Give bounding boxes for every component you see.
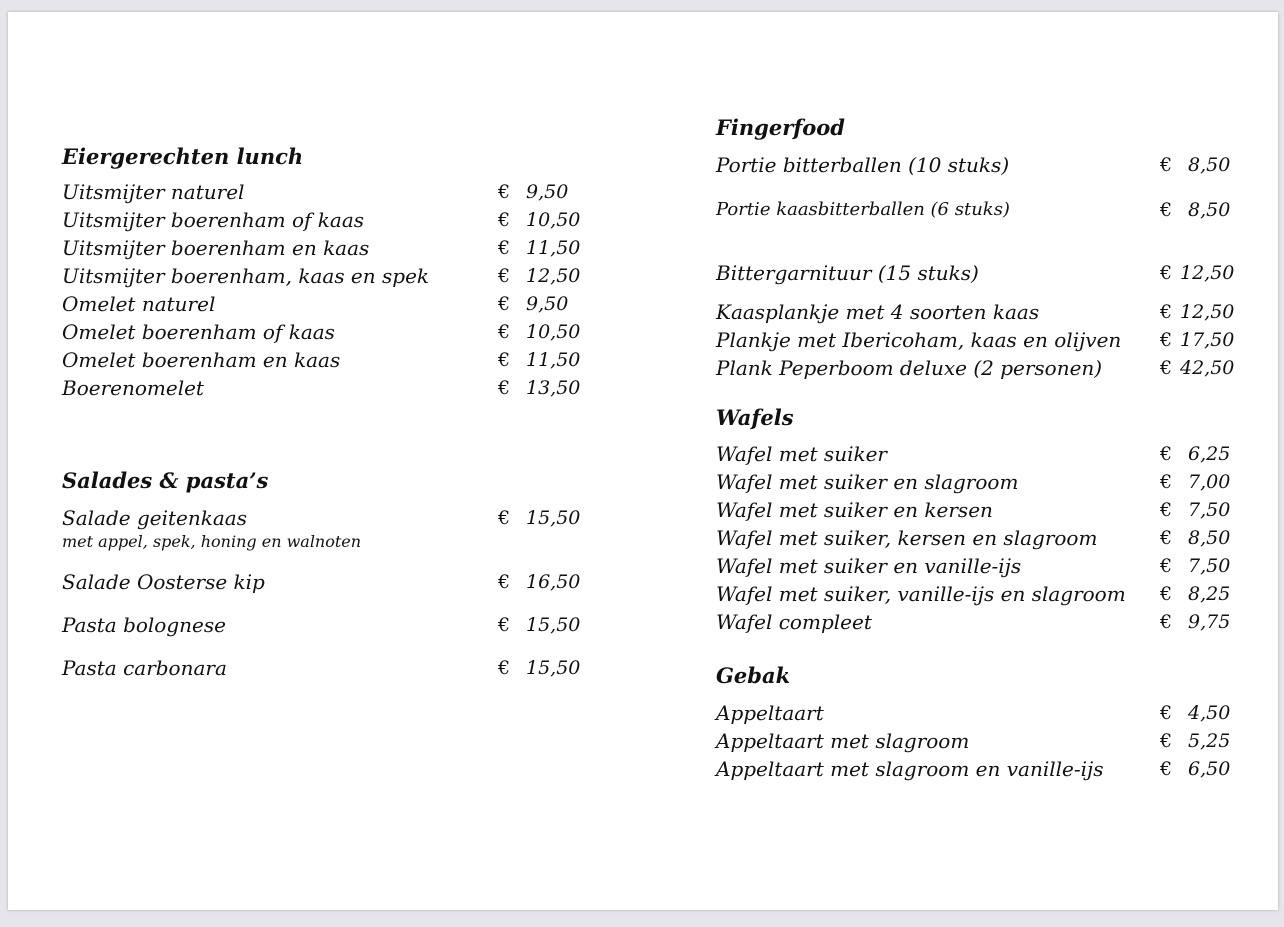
menu-item bbox=[62, 611, 582, 639]
menu-item-name: Bittergarnituur (15 stuks) bbox=[716, 261, 979, 285]
menu-item-name: Omelet naturel bbox=[62, 292, 216, 316]
section-title-eiergerechten: Eiergerechten lunch bbox=[62, 144, 304, 169]
euro-sign: € bbox=[1160, 329, 1173, 351]
menu-item-price: 9,50 bbox=[526, 293, 569, 315]
menu-item bbox=[716, 151, 1236, 179]
menu-item bbox=[716, 608, 1236, 636]
menu-item bbox=[716, 524, 1236, 552]
euro-sign: € bbox=[1160, 499, 1173, 521]
menu-item bbox=[716, 259, 1236, 287]
menu-item bbox=[716, 580, 1236, 608]
menu-item-name: Plankje met Ibericoham, kaas en olijven bbox=[716, 328, 1122, 352]
euro-sign: € bbox=[498, 181, 511, 203]
menu-item-name: Salade geitenkaas bbox=[62, 506, 247, 530]
menu-item bbox=[716, 468, 1236, 496]
euro-sign: € bbox=[498, 507, 511, 529]
euro-sign: € bbox=[498, 377, 511, 399]
menu-left-column bbox=[62, 138, 582, 682]
menu-item bbox=[62, 290, 582, 318]
menu-item-price: 10,50 bbox=[526, 209, 581, 231]
menu-item bbox=[716, 552, 1236, 580]
menu-item bbox=[62, 374, 582, 402]
menu-item-name: Pasta bolognese bbox=[62, 613, 226, 637]
menu-item bbox=[716, 196, 1236, 224]
euro-sign: € bbox=[498, 293, 511, 315]
menu-item-name: Wafel met suiker en slagroom bbox=[716, 470, 1019, 494]
menu-item-name: Portie bitterballen (10 stuks) bbox=[716, 153, 1010, 177]
euro-sign: € bbox=[1160, 301, 1173, 323]
section-eiergerechten bbox=[62, 178, 582, 402]
euro-sign: € bbox=[1160, 443, 1173, 465]
menu-item-name: Appeltaart bbox=[716, 701, 824, 725]
menu-item-price: 12,50 bbox=[526, 265, 581, 287]
menu-item-price: 6,25 bbox=[1188, 443, 1231, 465]
menu-item-price: 15,50 bbox=[526, 657, 581, 679]
menu-item-name: Appeltaart met slagroom en vanille-ijs bbox=[716, 757, 1104, 781]
menu-page bbox=[8, 12, 1278, 910]
menu-item bbox=[716, 440, 1236, 468]
menu-item-price: 7,00 bbox=[1188, 471, 1231, 493]
menu-item-name: Wafel met suiker en vanille-ijs bbox=[716, 554, 1022, 578]
menu-item bbox=[62, 346, 582, 374]
menu-item-name: Portie kaasbitterballen (6 stuks) bbox=[716, 199, 1010, 220]
menu-item bbox=[716, 755, 1236, 783]
euro-sign: € bbox=[498, 321, 511, 343]
euro-sign: € bbox=[498, 209, 511, 231]
menu-item-name: Uitsmijter boerenham en kaas bbox=[62, 236, 370, 260]
menu-item-price: 7,50 bbox=[1188, 555, 1231, 577]
menu-item bbox=[62, 206, 582, 234]
menu-item-price: 16,50 bbox=[526, 571, 581, 593]
menu-item-price: 12,50 bbox=[1180, 301, 1235, 323]
menu-item-name: Wafel compleet bbox=[716, 610, 872, 634]
euro-sign: € bbox=[1160, 555, 1173, 577]
menu-item-price: 15,50 bbox=[526, 507, 581, 529]
euro-sign: € bbox=[1160, 730, 1173, 752]
menu-item-name: Uitsmijter boerenham, kaas en spek bbox=[62, 264, 430, 288]
menu-item-price: 9,75 bbox=[1188, 611, 1231, 633]
menu-item bbox=[716, 727, 1236, 755]
euro-sign: € bbox=[498, 265, 511, 287]
menu-item-price: 8,50 bbox=[1188, 154, 1231, 176]
menu-item bbox=[62, 234, 582, 262]
section-salades bbox=[62, 504, 582, 682]
menu-item-price: 7,50 bbox=[1188, 499, 1231, 521]
euro-sign: € bbox=[1160, 583, 1173, 605]
euro-sign: € bbox=[1160, 357, 1173, 379]
menu-item-price: 8,50 bbox=[1188, 527, 1231, 549]
menu-item-price: 4,50 bbox=[1188, 702, 1231, 724]
menu-item-name: Salade Oosterse kip bbox=[62, 570, 265, 594]
euro-sign: € bbox=[498, 657, 511, 679]
menu-item-note: met appel, spek, honing en walnoten bbox=[62, 532, 362, 551]
section-title-salades: Salades & pasta’s bbox=[62, 468, 269, 493]
menu-item-price: 17,50 bbox=[1180, 329, 1235, 351]
euro-sign: € bbox=[1160, 262, 1173, 284]
menu-item-name: Omelet boerenham en kaas bbox=[62, 348, 341, 372]
menu-item-price: 11,50 bbox=[526, 349, 581, 371]
menu-item-price: 11,50 bbox=[526, 237, 581, 259]
euro-sign: € bbox=[498, 571, 511, 593]
euro-sign: € bbox=[1160, 611, 1173, 633]
menu-item bbox=[62, 318, 582, 346]
menu-item-name: Uitsmijter boerenham of kaas bbox=[62, 208, 365, 232]
menu-item bbox=[716, 326, 1236, 354]
menu-item-name: Wafel met suiker, vanille-ijs en slagroom bbox=[716, 582, 1126, 606]
menu-item-price: 10,50 bbox=[526, 321, 581, 343]
menu-item-name: Plank Peperboom deluxe (2 personen) bbox=[716, 356, 1103, 380]
menu-item-name: Boerenomelet bbox=[62, 376, 204, 400]
euro-sign: € bbox=[1160, 471, 1173, 493]
menu-item-price: 13,50 bbox=[526, 377, 581, 399]
menu-item-price: 8,25 bbox=[1188, 583, 1231, 605]
menu-item bbox=[62, 568, 582, 596]
menu-item-price: 5,25 bbox=[1188, 730, 1231, 752]
menu-item bbox=[716, 354, 1236, 382]
menu-item-price: 8,50 bbox=[1188, 199, 1231, 221]
menu-item-price: 12,50 bbox=[1180, 262, 1235, 284]
section-title-wafels: Wafels bbox=[716, 405, 794, 430]
menu-item-price: 6,50 bbox=[1188, 758, 1231, 780]
menu-item bbox=[716, 699, 1236, 727]
section-title-fingerfood: Fingerfood bbox=[716, 115, 845, 140]
menu-item-name: Wafel met suiker en kersen bbox=[716, 498, 993, 522]
euro-sign: € bbox=[498, 614, 511, 636]
menu-item bbox=[62, 504, 582, 532]
menu-item bbox=[62, 262, 582, 290]
euro-sign: € bbox=[1160, 702, 1173, 724]
euro-sign: € bbox=[1160, 199, 1173, 221]
menu-item bbox=[716, 496, 1236, 524]
menu-item-name: Wafel met suiker, kersen en slagroom bbox=[716, 526, 1098, 550]
menu-item-price: 42,50 bbox=[1180, 357, 1235, 379]
menu-item-name: Uitsmijter naturel bbox=[62, 180, 245, 204]
menu-right-column bbox=[716, 109, 1236, 783]
section-fingerfood bbox=[716, 151, 1236, 382]
menu-item-name: Pasta carbonara bbox=[62, 656, 227, 680]
menu-item bbox=[62, 178, 582, 206]
section-title-gebak: Gebak bbox=[716, 663, 791, 688]
menu-item-name: Appeltaart met slagroom bbox=[716, 729, 970, 753]
euro-sign: € bbox=[498, 349, 511, 371]
menu-item-price: 15,50 bbox=[526, 614, 581, 636]
euro-sign: € bbox=[1160, 154, 1173, 176]
menu-item-name: Kaasplankje met 4 soorten kaas bbox=[716, 300, 1040, 324]
section-gebak bbox=[716, 699, 1236, 783]
menu-item bbox=[716, 298, 1236, 326]
menu-item-name: Omelet boerenham of kaas bbox=[62, 320, 335, 344]
euro-sign: € bbox=[1160, 527, 1173, 549]
section-wafels bbox=[716, 440, 1236, 636]
menu-item-price: 9,50 bbox=[526, 181, 569, 203]
menu-item-name: Wafel met suiker bbox=[716, 442, 887, 466]
menu-item bbox=[62, 654, 582, 682]
euro-sign: € bbox=[1160, 758, 1173, 780]
euro-sign: € bbox=[498, 237, 511, 259]
